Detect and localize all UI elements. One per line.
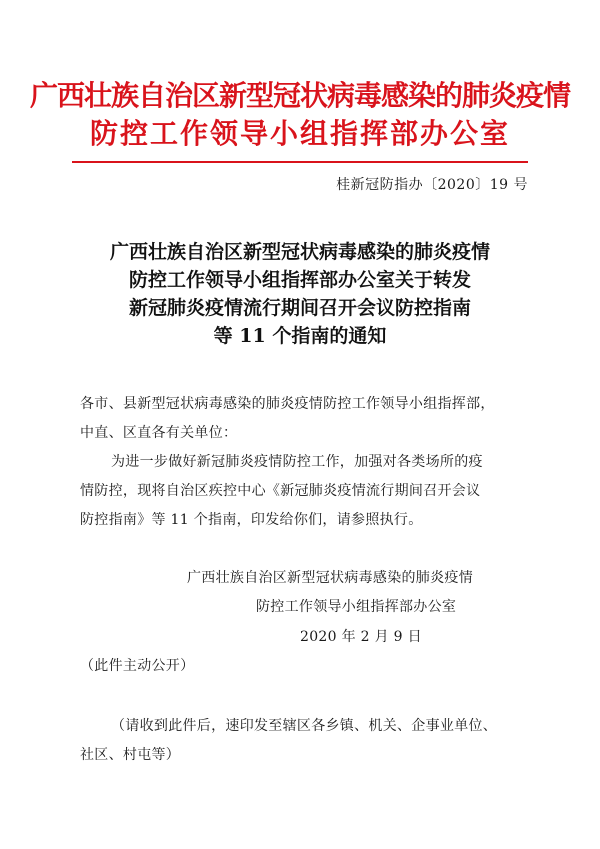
distribution-note-line-2: 社区、村屯等） [80,747,181,763]
document-number: 桂新冠防指办〔2020〕19 号 [336,177,528,193]
distribution-note-line-1: （请收到此件后，速印发至辖区各乡镇、机关、企事业单位、 [111,718,498,734]
document-title-line-4: 等 11 个指南的通知 [213,325,387,347]
disclosure-note: （此件主动公开） [80,658,195,674]
signature-line-1: 广西壮族自治区新型冠状病毒感染的肺炎疫情 [187,570,473,586]
red-divider-line [72,161,528,163]
body-paragraph-line-3: 防控指南》等 11 个指南，印发给你们，请参照执行。 [80,512,423,528]
document-title-line-1: 广西壮族自治区新型冠状病毒感染的肺炎疫情 [109,241,490,263]
issuer-header-line-2: 防控工作领导小组指挥部办公室 [89,117,510,150]
signature-line-2: 防控工作领导小组指挥部办公室 [256,599,457,615]
signature-date: 2020 年 2 月 9 日 [300,629,422,645]
document-title-line-3: 新冠肺炎疫情流行期间召开会议防控指南 [128,297,471,319]
document-title-line-2: 防控工作领导小组指挥部办公室关于转发 [128,269,471,291]
addressee-line-1: 各市、县新型冠状病毒感染的肺炎疫情防控工作领导小组指挥部， [80,396,495,412]
body-paragraph-line-1: 为进一步做好新冠肺炎疫情防控工作，加强对各类场所的疫 [111,454,483,470]
body-paragraph-line-2: 情防控，现将自治区疾控中心《新冠肺炎疫情流行期间召开会议 [80,483,481,499]
issuer-header-line-1: 广西壮族自治区新型冠状病毒感染的肺炎疫情 [29,79,570,112]
addressee-line-2: 中直、区直各有关单位： [80,425,238,441]
